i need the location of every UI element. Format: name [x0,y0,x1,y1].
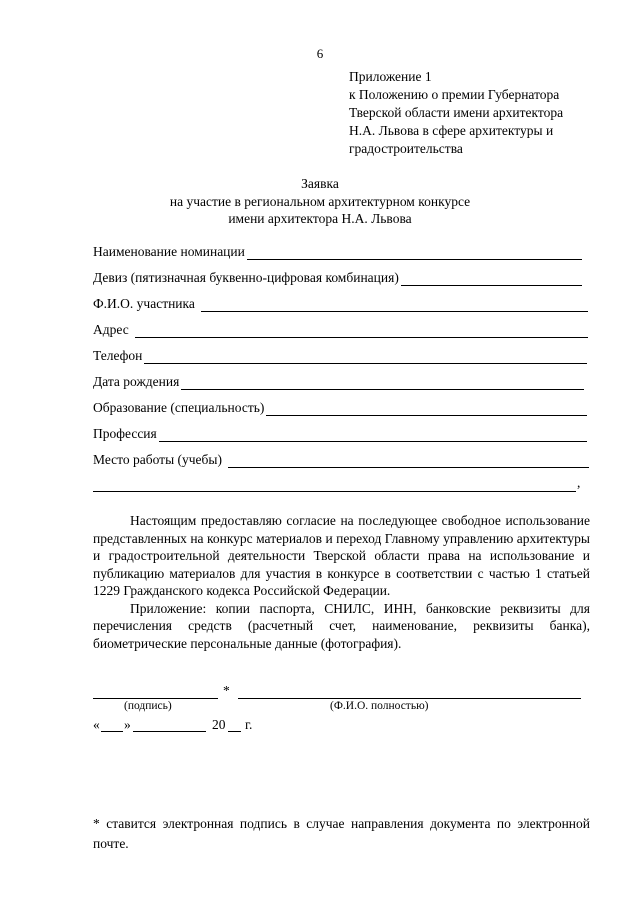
field-label: Образование (специальность) [93,400,265,415]
consent-block [93,512,590,652]
field-label: Профессия [93,426,157,441]
date-open-quote: « [93,717,100,732]
annex-line: градостроительства [349,141,463,156]
field-motto[interactable] [93,269,582,286]
field-label: Место работы (учебы) [93,452,222,467]
consent-paragraph: Настоящим предоставляю согласие на последующее свободное использование представленных на конкурс материалов и переход Главному управлению архитектуры и градостроительной деятельности Тверской области права на использование и публикацию материалов для участия в конкурсе в соответствии с частью 1 статьей 1229 Гражданского кодекса Российской Федерации. [93,513,590,598]
document-subtitle-line-2: имени архитектора Н.А. Львова [228,211,412,226]
field-line [201,298,588,312]
annex-line: Н.А. Львова в сфере архитектуры и [349,123,554,138]
signature-asterisk: * [223,683,230,698]
annex-header [349,68,609,158]
field-workplace[interactable] [93,451,589,468]
field-line [247,246,582,260]
field-label: Девиз (пятизначная буквенно-цифровая комбинация) [93,270,399,285]
field-line [159,428,587,442]
date-month-line[interactable] [133,730,206,732]
field-address[interactable] [93,321,588,338]
annex-line: к Положению о премии Губернатора [349,87,560,102]
field-line [228,454,589,468]
date-day-line[interactable] [101,730,123,732]
field-line [181,376,584,390]
field-profession[interactable] [93,425,587,442]
field-full-name[interactable] [93,295,588,312]
date-year-prefix: 20 [212,717,226,732]
field-label: Наименование номинации [93,244,245,259]
field-nomination[interactable] [93,243,582,260]
field-line [266,402,587,416]
date-year-suffix: г. [245,717,253,732]
workplace-continuation-line[interactable] [93,490,576,492]
document-subtitle-line-1: на участие в региональном архитектурном конкурсе [169,194,471,209]
annex-line: Тверской области имени архитектора [349,105,564,120]
field-label: Дата рождения [93,374,180,389]
field-line [144,350,587,364]
field-line [135,324,588,338]
annex-line: Приложение 1 [349,69,432,84]
signature-caption: (подпись) [124,700,172,712]
field-phone[interactable] [93,347,587,364]
signature-line[interactable] [93,697,218,699]
date-close-quote: » [124,717,131,732]
footnote: * ставится электронная подпись в случае направления документа по электронной почте. [93,816,590,851]
field-label: Адрес [93,322,129,337]
trailing-comma: , [577,475,581,490]
field-line [401,272,582,286]
attachment-paragraph: Приложение: копии паспорта, СНИЛС, ИНН, банковские реквизиты для перечисления средств (расчетный счет, наименование, реквизиты банка), биометрические персональные данные (фотография). [93,600,590,651]
field-birth-date[interactable] [93,373,584,390]
full-name-caption: (Ф.И.О. полностью) [330,700,429,712]
document-title: Заявка [301,176,339,191]
field-label: Телефон [93,348,143,363]
field-label: Ф.И.О. участника [93,296,195,311]
full-name-signature-line[interactable] [238,697,581,699]
field-education[interactable] [93,399,587,416]
date-year-line[interactable] [228,730,241,732]
page-number: 6 [316,46,324,61]
